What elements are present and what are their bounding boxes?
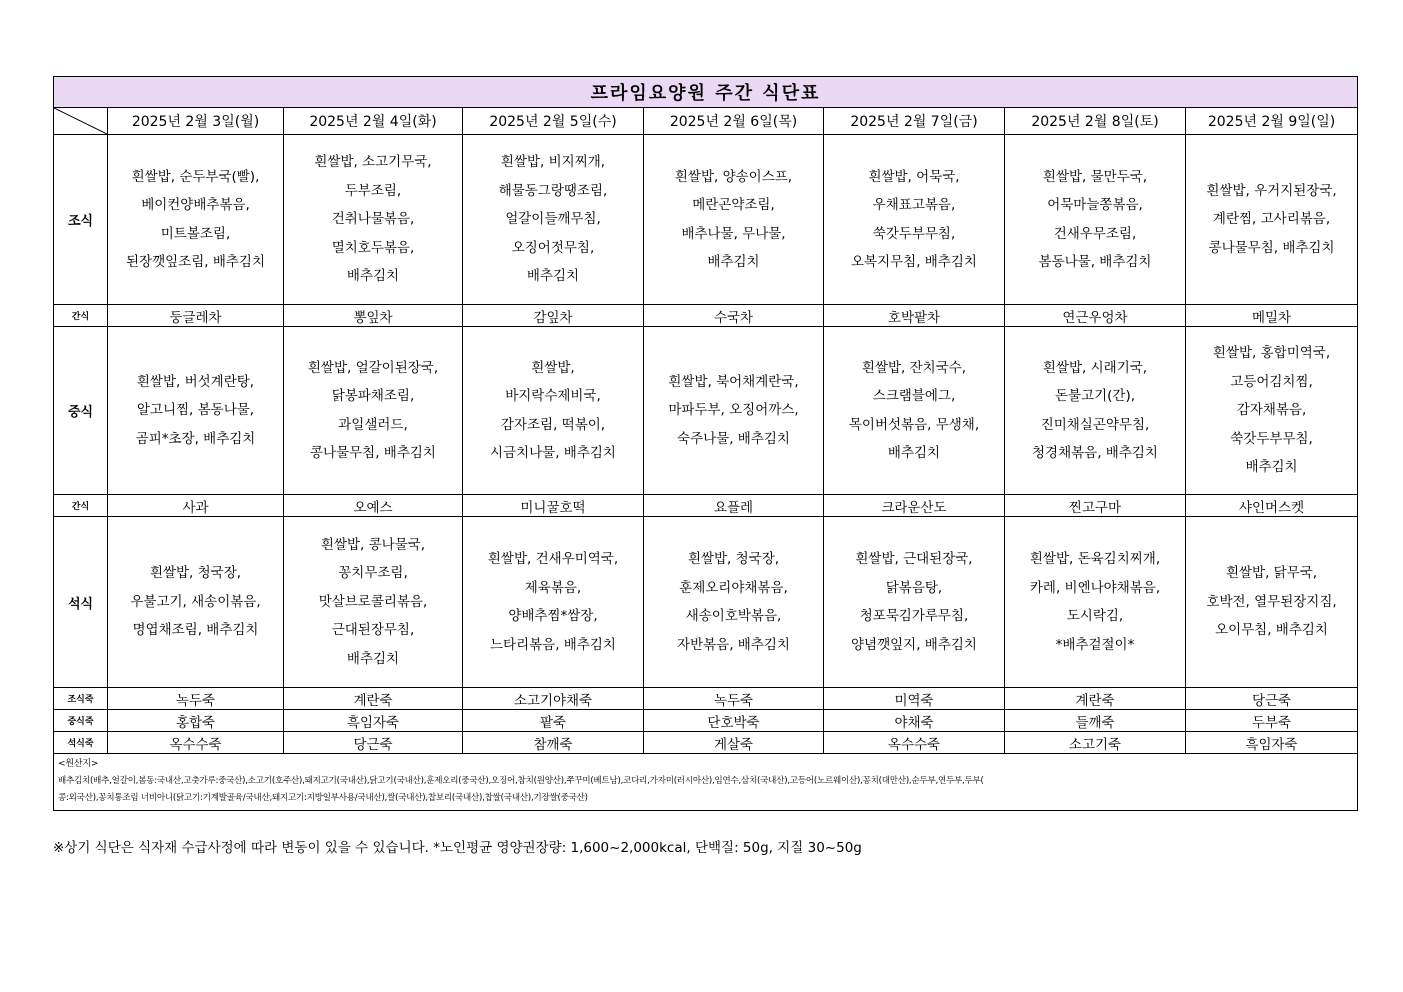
snack2-cell: 요플레 [644,495,824,517]
dinner_porridge-cell: 당근죽 [284,732,463,754]
lunch_porridge-cell: 홍합죽 [108,710,284,732]
dinner-row-label: 석식 [54,517,108,688]
menu-item-line: 감자조림, 떡볶이, [500,416,606,433]
origin-title: <원산지> [58,759,99,769]
date-header: 2025년 2월 6일(목) [644,108,824,135]
menu-item-line: 흰쌀밥, 양송이스프, [674,168,793,185]
menu-item-line: 흰쌀밥, 홍합미역국, [1212,345,1331,362]
breakfast-menu-cell [1186,135,1358,305]
snack1-cell: 수국차 [644,305,824,327]
menu-item-line: 건취나물볶음, [331,211,415,228]
snack2-cell: 사과 [108,495,284,517]
breakfast-menu-cell [644,135,824,305]
menu-item-line: 양념깻잎지, 배추김치 [851,636,977,653]
menu-item-line: 메란곤약조림, [692,197,775,213]
menu-item-line: 흰쌀밥, 소고기무국, [314,154,432,171]
date-header: 2025년 2월 8일(토) [1005,108,1186,135]
snack2-cell: 찐고구마 [1005,495,1186,517]
menu-item-line: 바지락수제비국, [505,388,601,404]
menu-item-line: 계란찜, 고사리볶음, [1212,211,1331,228]
lunch_porridge-cell: 흑임자죽 [284,710,463,732]
menu-item-line: 자반볶음, 배추김치 [677,636,790,653]
lunch-menu-cell [1186,327,1358,495]
menu-item-line: 양배추찜*쌈장, [508,608,598,624]
menu-item-line: 멸치호두볶음, [331,239,415,256]
menu-item-line: 흰쌀밥, 어묵국, [868,168,960,185]
menu-item-line: 흰쌀밥, [531,359,575,376]
menu-item-line: 시금치나물, 배추김치 [490,445,616,461]
menu-item-line: 느타리볶음, 배추김치 [490,636,616,653]
menu-item-line: 쑥갓두부무침, [872,225,956,242]
menu-item-line: 흰쌀밥, 버섯계란탕, [136,373,255,390]
menu-item-line: 명엽채조림, 배추김치 [132,622,259,639]
menu-item-line: 오복지무침, 배추김치 [851,254,977,270]
menu-item-line: 새송이호박볶음, [685,608,782,624]
snack2-cell: 오예스 [284,495,463,517]
menu-item-line: 목이버섯볶음, 무생채, [848,416,980,433]
dinner_porridge-cell: 흑임자죽 [1186,732,1358,754]
breakfast-menu-cell [1005,135,1186,305]
menu-item-line: 맛살브로콜리볶음, [318,593,428,610]
menu-item-line: 호박전, 열무된장지짐, [1206,593,1337,610]
date-header: 2025년 2월 7일(금) [824,108,1005,135]
menu-item-line: 배추김치 [526,268,580,285]
breakfast-menu-cell [463,135,644,305]
lunch-menu-cell [284,327,463,495]
menu-item-line: 흰쌀밥, 비지찌개, [500,154,606,171]
date-header: 2025년 2월 5일(수) [463,108,644,135]
menu-item-line: 마파두부, 오징어까스, [668,402,799,419]
menu-item-line: 알고니찜, 봄동나물, [136,402,255,419]
menu-item-line: 어묵마늘쫑볶음, [1047,197,1143,213]
menu-item-line: 도시락김, [1066,608,1124,624]
menu-item-line: 숙주나물, 배추김치 [677,430,790,447]
dinner-menu-cell [463,517,644,688]
corner-diagonal-cell [54,108,108,135]
menu-item-line: 해물동그랑땡조림, [498,182,608,199]
menu-item-line: 닭봉파채조림, [331,388,415,404]
page-title: 프라임요양원 주간 식단표 [54,77,1358,108]
snack2-cell: 샤인머스켓 [1186,495,1358,517]
breakfast-menu-cell [284,135,463,305]
origin-line1: 배추김치(배추,얼갈이,봄동:국내산,고춧가루:중국산),소고기(호주산),돼지고기(국내산),닭고기(국내산),훈제오리(중국산),오징어,참치(원양산),쭈꾸미(베트남),코다리,가자미(러시아산),임연수,삼치(국내산),고등어(노르웨이산),꽁치(대만산),순두부,연두부,두부( [58,776,984,786]
menu-item-line: 배추김치 [346,650,400,667]
dinner_porridge-cell: 참깨죽 [463,732,644,754]
snack1-cell: 뽕잎차 [284,305,463,327]
breakfast_porridge-cell: 녹두죽 [108,688,284,710]
menu-item-line: 흰쌀밥, 시래기국, [1042,359,1148,376]
menu-item-line: 스크램블에그, [872,388,956,404]
menu-item-line: 얼갈이들깨무침, [505,211,601,228]
menu-item-line: 흰쌀밥, 콩나물국, [320,536,426,553]
lunch_porridge-row-label: 중식죽 [54,710,108,732]
menu-item-line: 배추김치 [346,268,400,285]
lunch_porridge-cell: 두부죽 [1186,710,1358,732]
dinner-menu-cell [284,517,463,688]
footnote: ※상기 식단은 식자재 수급사정에 따라 변동이 있을 수 있습니다. *노인평균 영양권장량: 1,600~2,000kcal, 단백질: 50g, 지질 30~50g [53,840,862,856]
menu-item-line: 흰쌀밥, 건새우미역국, [487,551,619,567]
menu-item-line: 근대된장무침, [331,622,415,639]
dinner-menu-cell [1186,517,1358,688]
date-header: 2025년 2월 4일(화) [284,108,463,135]
lunch-menu-cell [1005,327,1186,495]
menu-item-line: 베이컨양배추볶음, [141,197,250,213]
menu-item-line: 미트볼조림, [160,225,231,242]
dinner-menu-cell [824,517,1005,688]
menu-item-line: 배추김치 [1245,459,1298,476]
dinner-menu-cell [1005,517,1186,688]
dinner_porridge-cell: 게살죽 [644,732,824,754]
menu-item-line: 훈제오리야채볶음, [679,579,788,596]
menu-item-line: 배추김치 [707,254,760,270]
dinner-menu-cell [108,517,284,688]
lunch-menu-cell [824,327,1005,495]
lunch-menu-cell [463,327,644,495]
menu-item-line: 고등어김치찜, [1230,373,1313,390]
menu-item-line: 흰쌀밥, 청국장, [149,565,242,582]
breakfast_porridge-cell: 계란죽 [284,688,463,710]
menu-item-line: 흰쌀밥, 청국장, [687,551,780,567]
menu-item-line: 흰쌀밥, 닭무국, [1225,565,1318,582]
date-header: 2025년 2월 3일(월) [108,108,284,135]
menu-item-line: 배추김치 [887,445,941,461]
menu-item-line: 된장깻잎조림, 배추김치 [126,254,265,270]
menu-item-line: 흰쌀밥, 근대된장국, [855,551,973,567]
lunch_porridge-cell: 단호박죽 [644,710,824,732]
menu-item-line: 우불고기, 새송이볶음, [130,593,261,610]
dinner_porridge-cell: 옥수수죽 [108,732,284,754]
lunch-menu-cell [644,327,824,495]
menu-item-line: 건새우무조림, [1053,225,1137,242]
menu-item-line: 우채표고볶음, [872,197,956,213]
snack2-cell: 미니꿀호떡 [463,495,644,517]
origin-line2: 콩:외국산),꽁치통조림 너비아니(닭고기:기계발골육/국내산,돼지고기:지방일부사용/국내산),쌀(국내산),찹보리(국내산),찹쌀(국내산),기장쌀(중국산) [58,793,588,803]
menu-item-line: 흰쌀밥, 잔치국수, [861,359,967,376]
menu-item-line: 두부조림, [344,182,402,199]
menu-item-line: 봄동나물, 배추김치 [1038,254,1152,270]
menu-item-line: 과일샐러드, [338,416,408,433]
breakfast_porridge-cell: 녹두죽 [644,688,824,710]
snack1-cell: 감잎차 [463,305,644,327]
menu-item-line: 제육볶음, [524,579,582,596]
breakfast-menu-cell [108,135,284,305]
origin-info-cell [54,754,1358,811]
menu-item-line: 배추나물, 무나물, [681,225,786,242]
menu-item-line: 흰쌀밥, 순두부국(빨), [131,168,260,185]
snack1-cell: 메밀차 [1186,305,1358,327]
menu-item-line: 콩나물무침, 배추김치 [310,445,436,461]
menu-item-line: 흰쌀밥, 물만두국, [1042,168,1148,185]
breakfast_porridge-cell: 미역죽 [824,688,1005,710]
menu-item-line: 오이무침, 배추김치 [1215,622,1328,639]
snack2-row-label: 간식 [54,495,108,517]
breakfast_porridge-row-label: 조식죽 [54,688,108,710]
dinner_porridge-cell: 옥수수죽 [824,732,1005,754]
lunch_porridge-cell: 팥죽 [463,710,644,732]
snack1-cell: 연근우엉차 [1005,305,1186,327]
breakfast-row-label: 조식 [54,135,108,305]
menu-item-line: *배추겉절이* [1055,636,1135,653]
menu-item-line: 흰쌀밥, 북어채계란국, [668,373,799,390]
breakfast_porridge-cell: 당근죽 [1186,688,1358,710]
dinner_porridge-cell: 소고기죽 [1005,732,1186,754]
menu-item-line: 청경채볶음, 배추김치 [1032,445,1158,461]
menu-item-line: 곰피*초장, 배추김치 [135,430,256,447]
menu-item-line: 쑥갓두부무침, [1230,430,1313,447]
menu-item-line: 청포묵김가루무침, [859,608,969,624]
menu-item-line: 흰쌀밥, 돈육김치찌개, [1029,551,1161,567]
menu-item-line: 꽁치무조림, [338,565,408,582]
snack1-cell: 둥글레차 [108,305,284,327]
date-header: 2025년 2월 9일(일) [1186,108,1358,135]
snack1-row-label: 간식 [54,305,108,327]
lunch_porridge-cell: 들깨죽 [1005,710,1186,732]
lunch-row-label: 중식 [54,327,108,495]
breakfast_porridge-cell: 소고기야채죽 [463,688,644,710]
menu-item-line: 흰쌀밥, 우거지된장국, [1206,182,1337,199]
menu-item-line: 돈불고기(간), [1054,388,1136,404]
lunch_porridge-cell: 야채죽 [824,710,1005,732]
snack2-cell: 크라운산도 [824,495,1005,517]
weekly-menu-table [53,76,1358,811]
menu-item-line: 감자채볶음, [1236,402,1307,419]
dinner-menu-cell [644,517,824,688]
menu-item-line: 오징어젓무침, [511,239,595,256]
breakfast-menu-cell [824,135,1005,305]
menu-item-line: 진미채실곤약무침, [1040,416,1150,433]
breakfast_porridge-cell: 계란죽 [1005,688,1186,710]
dinner_porridge-row-label: 석식죽 [54,732,108,754]
menu-item-line: 닭볶음탕, [885,579,943,596]
menu-item-line: 흰쌀밥, 얼갈이된장국, [307,359,439,376]
snack1-cell: 호박팥차 [824,305,1005,327]
menu-item-line: 콩나물무침, 배추김치 [1208,239,1335,256]
lunch-menu-cell [108,327,284,495]
menu-item-line: 카레, 비엔나야채볶음, [1029,579,1161,596]
